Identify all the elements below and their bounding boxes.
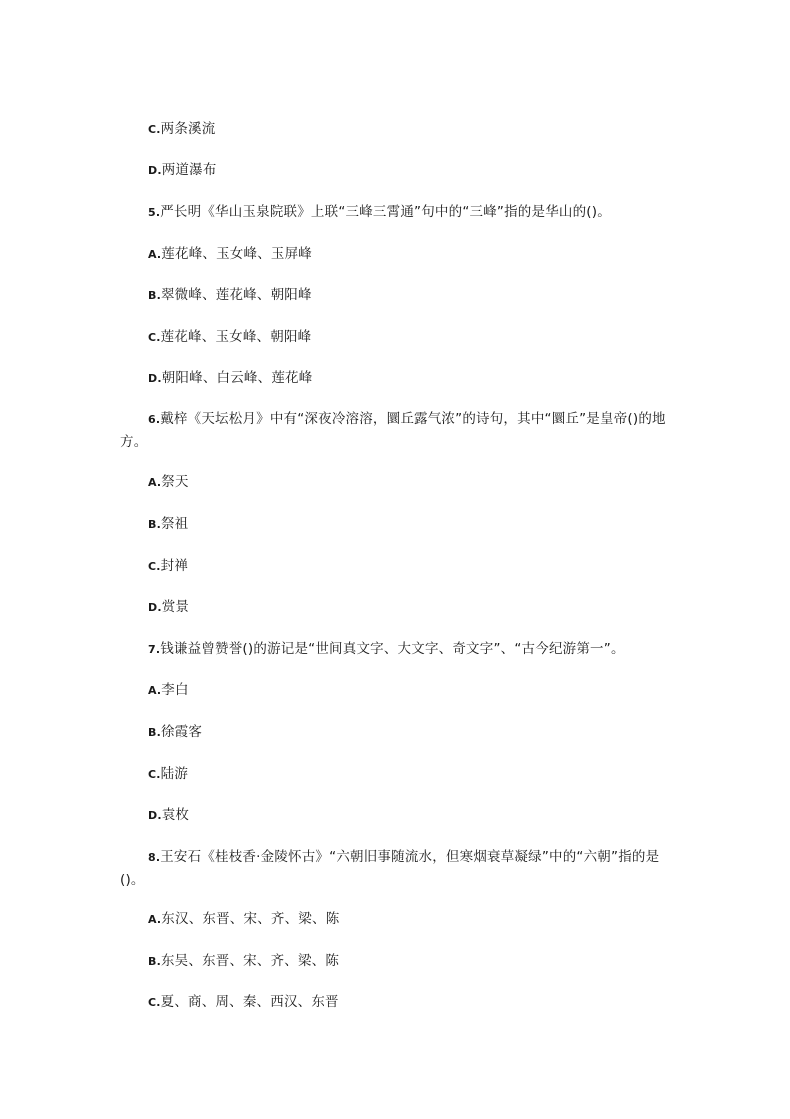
question-8 [120,846,680,891]
option-label: D. [148,372,162,385]
option-label: C. [148,331,161,344]
option-text: 东汉、东晋、宋、齐、梁、陈 [161,911,340,927]
q6-option-a [148,472,189,493]
option-text: 祭祖 [160,516,189,532]
option-text: 东吴、东晋、宋、齐、梁、陈 [160,953,340,969]
option-text: 封禅 [160,558,189,574]
option-label: D. [148,164,162,177]
option-label: B. [148,726,161,739]
q5-option-c [148,327,311,348]
question-5 [148,202,611,223]
question-number: 8. [148,851,161,864]
q5-option-d [148,368,312,389]
option-text: 徐霞客 [160,724,203,740]
question-text: 王安石《桂枝香·金陵怀古》“六朝旧事随流水，但寒烟衰草凝绿”中的“六朝”指的是()。 [120,849,660,888]
q8-option-a [148,909,339,930]
option-text: 赏景 [161,599,190,615]
option-text: 两道瀑布 [161,162,217,178]
option-label: B. [148,289,161,302]
option-label: C. [148,768,161,781]
option-text: 朝阳峰、白云峰、莲花峰 [161,370,313,386]
question-number: 5. [148,206,161,219]
option-d-line [148,160,217,181]
q5-option-b [148,285,312,306]
option-label: B. [148,518,161,531]
question-text: 钱谦益曾赞誉()的游记是“世间真文字、大文字、奇文字”、“古今纪游第一”。 [160,641,625,657]
question-7 [148,639,625,660]
option-label: D. [148,809,162,822]
question-text: 严长明《华山玉泉院联》上联“三峰三霄通”句中的“三峰”指的是华山的()。 [160,204,611,220]
q7-option-d [148,805,189,826]
option-label: A. [148,913,162,926]
q6-option-c [148,556,188,577]
option-text: 两条溪流 [160,121,216,137]
q8-option-b [148,951,339,972]
q5-option-a [148,244,312,265]
option-label: C. [148,996,161,1009]
question-number: 6. [148,413,161,426]
option-label: A. [148,684,162,697]
option-text: 祭天 [161,474,189,490]
q6-option-b [148,514,188,535]
q6-option-d [148,597,189,618]
q7-option-b [148,722,202,743]
option-text: 夏、商、周、秦、西汉、东晋 [160,994,339,1010]
option-text: 李白 [161,682,189,698]
option-text: 翠微峰、莲花峰、朝阳峰 [160,287,312,303]
question-6 [120,408,680,453]
option-text: 莲花峰、玉女峰、玉屏峰 [161,246,312,262]
q7-option-c [148,764,188,785]
q7-option-a [148,680,189,701]
question-number: 7. [148,643,161,656]
option-text: 袁枚 [161,807,190,823]
option-c-line [148,119,215,140]
option-label: C. [148,123,161,136]
option-label: D. [148,601,162,614]
option-label: A. [148,476,162,489]
option-text: 莲花峰、玉女峰、朝阳峰 [160,329,312,345]
option-label: B. [148,955,161,968]
option-label: C. [148,560,161,573]
question-text: 戴梓《天坛松月》中有“深夜冷溶溶，圜丘露气浓”的诗句，其中“圜丘”是皇帝()的地方。 [120,411,666,450]
option-text: 陆游 [160,766,189,782]
q8-option-c [148,992,339,1013]
option-label: A. [148,248,162,261]
